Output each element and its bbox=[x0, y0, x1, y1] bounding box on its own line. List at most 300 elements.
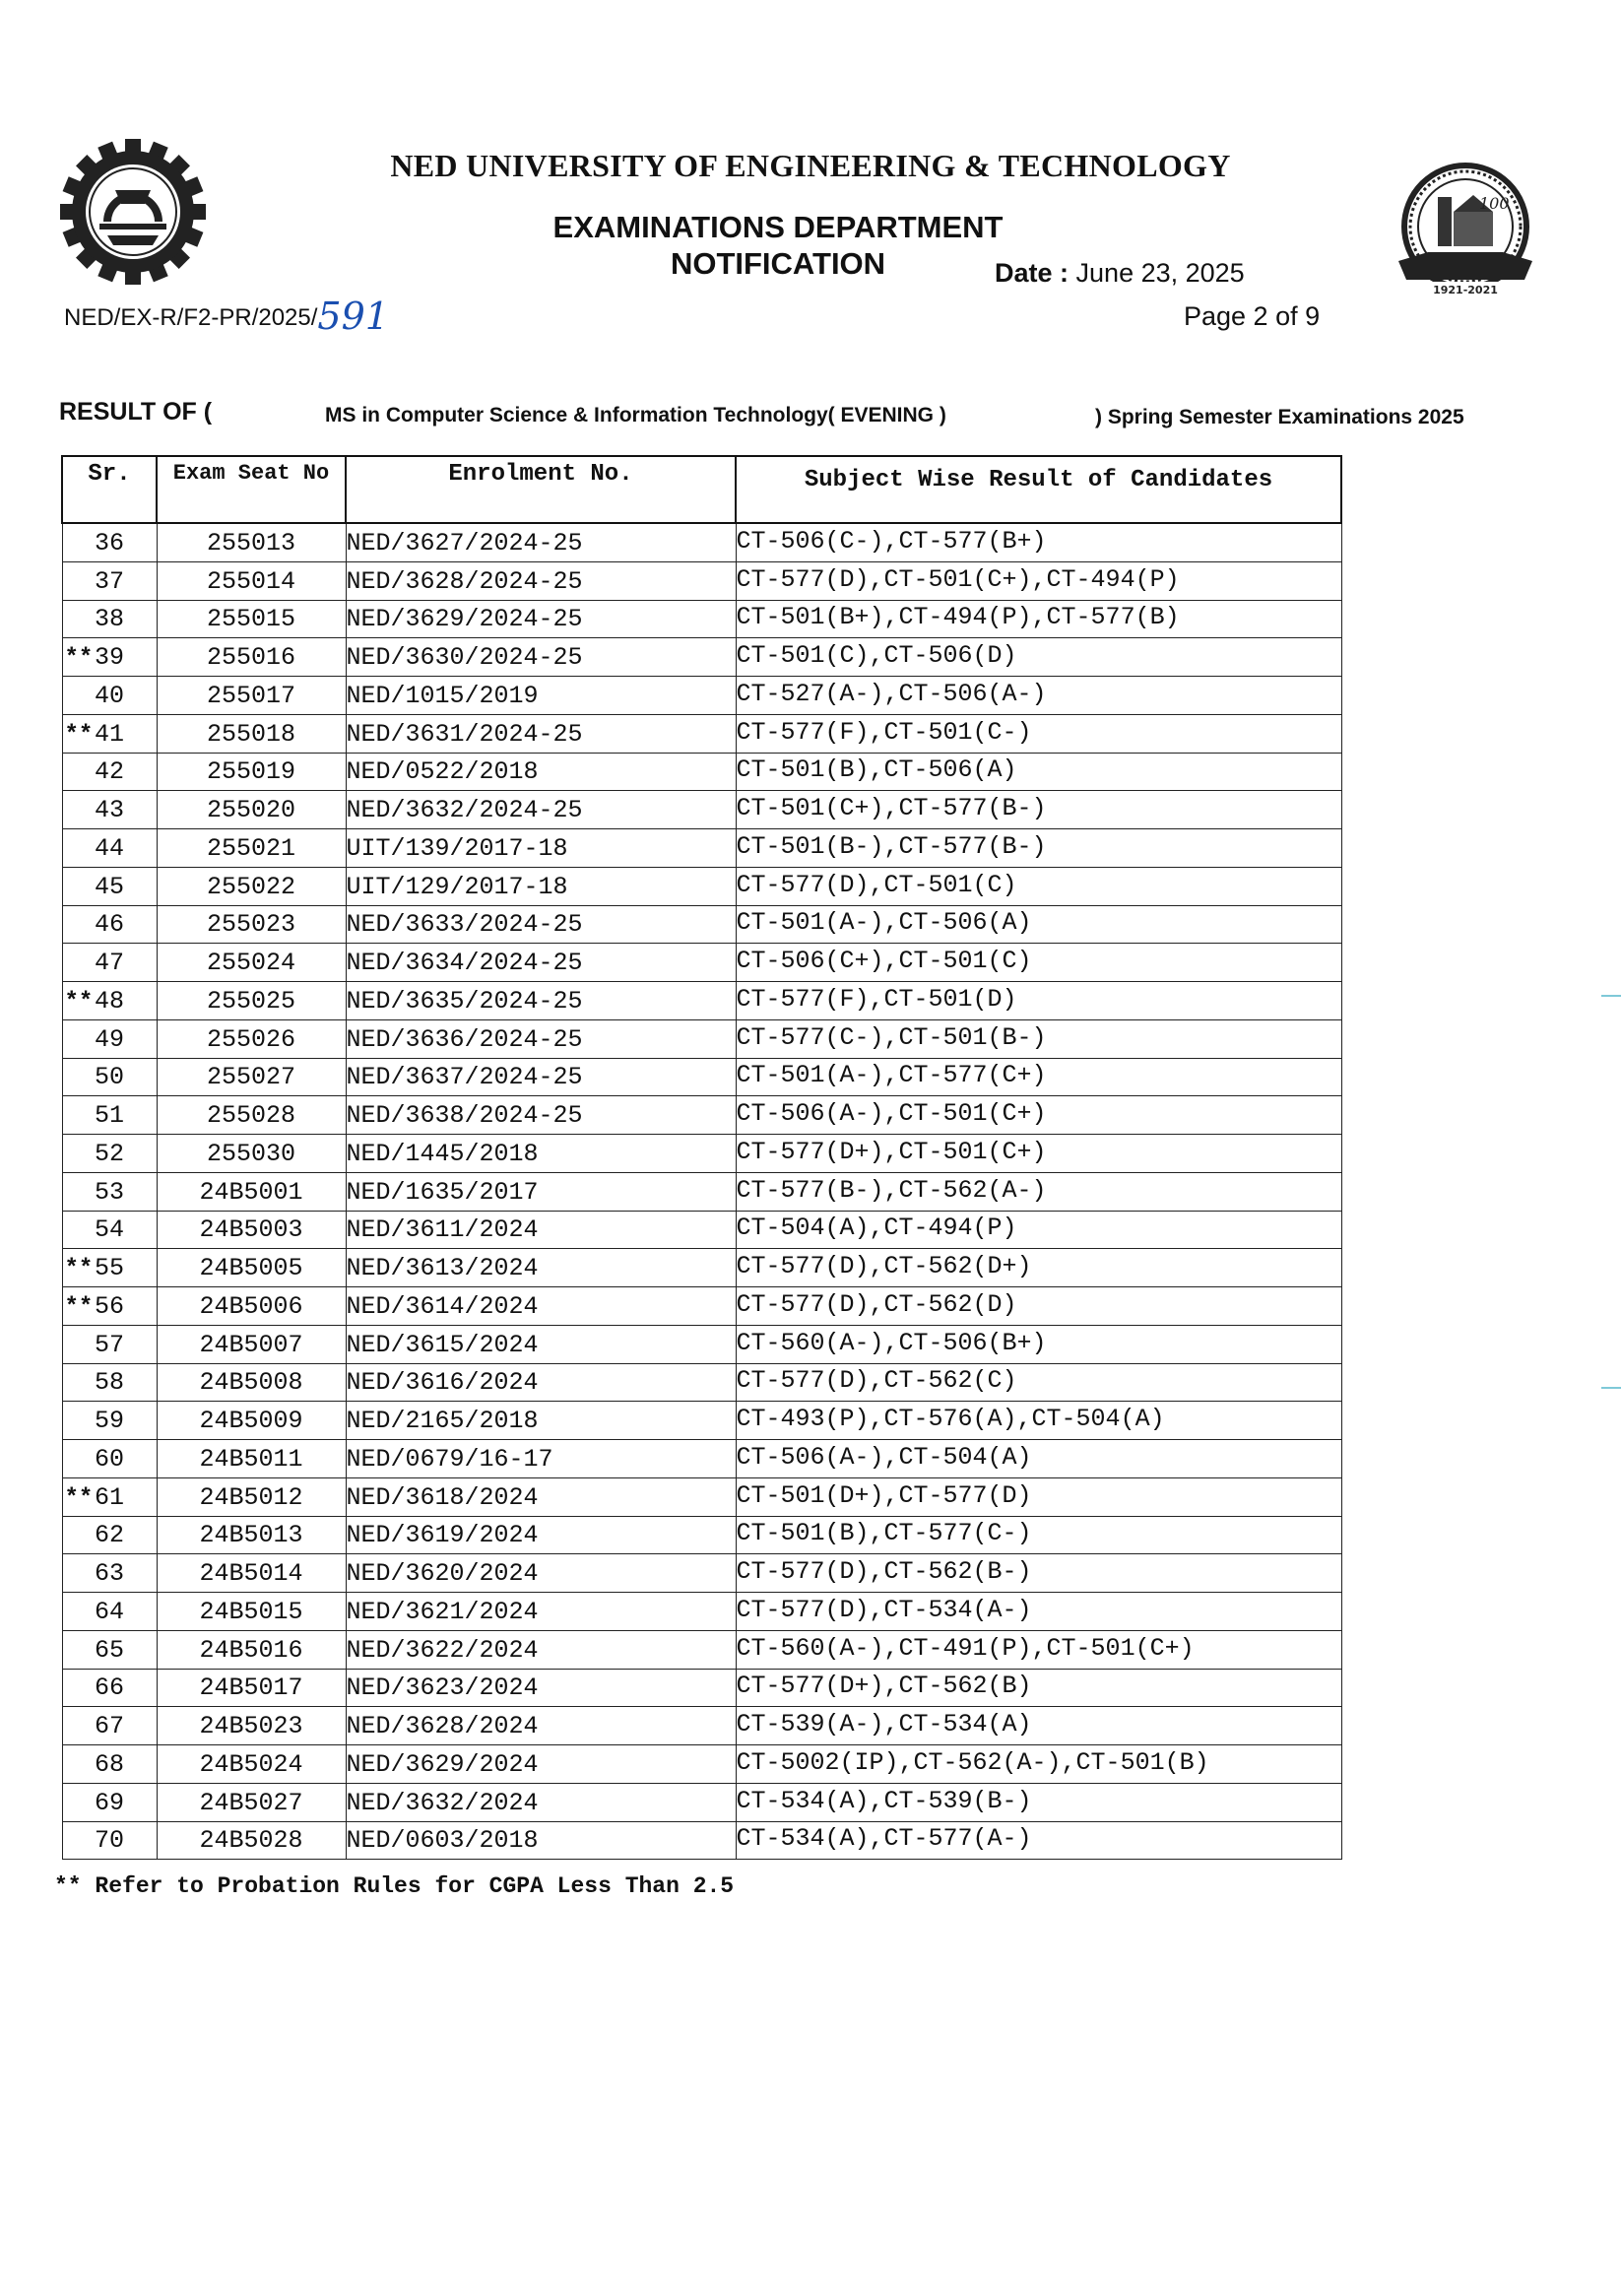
subject-result: CT-577(D),CT-562(C) bbox=[736, 1366, 1017, 1396]
cell-seat bbox=[157, 1630, 346, 1669]
cell-seat bbox=[157, 1707, 346, 1745]
cell-enrolment bbox=[346, 1211, 736, 1249]
reference-handwritten: 591 bbox=[317, 295, 389, 338]
table-row bbox=[62, 1325, 1341, 1363]
enrolment-number: NED/3632/2024 bbox=[346, 1788, 539, 1817]
cell-result bbox=[736, 600, 1341, 638]
subject-result: CT-577(D),CT-562(B-) bbox=[736, 1557, 1032, 1586]
sr-number: 70 bbox=[94, 1826, 124, 1856]
cell-enrolment bbox=[346, 1707, 736, 1745]
probation-footnote: ** Refer to Probation Rules for CGPA Less Than 2.5 bbox=[54, 1873, 735, 1899]
cell-result bbox=[736, 1363, 1341, 1402]
cell-enrolment bbox=[346, 1516, 736, 1554]
cell-result bbox=[736, 1440, 1341, 1478]
seat-number: 255030 bbox=[206, 1139, 295, 1168]
date-value: June 23, 2025 bbox=[1075, 258, 1245, 288]
header-sr: Sr. bbox=[62, 456, 157, 523]
cell-enrolment bbox=[346, 714, 736, 753]
sr-number: 60 bbox=[94, 1444, 124, 1474]
table-row bbox=[62, 1287, 1341, 1326]
subject-result: CT-506(C-),CT-577(B+) bbox=[736, 526, 1047, 556]
sr-number: 59 bbox=[94, 1407, 124, 1435]
cell-result bbox=[736, 1516, 1341, 1554]
cell-seat bbox=[157, 944, 346, 982]
table-row bbox=[62, 1019, 1341, 1058]
seat-number: 255017 bbox=[206, 681, 295, 710]
subject-result: CT-534(A),CT-577(A-) bbox=[736, 1824, 1032, 1854]
sr-number: 41 bbox=[94, 719, 124, 749]
sr-number: 38 bbox=[94, 605, 124, 634]
enrolment-number: NED/3614/2024 bbox=[346, 1291, 539, 1321]
cell-result bbox=[736, 1630, 1341, 1669]
cell-result bbox=[736, 1402, 1341, 1440]
seat-number: 255014 bbox=[206, 566, 295, 596]
cell-sr bbox=[62, 944, 157, 982]
table-row bbox=[62, 1135, 1341, 1173]
cell-result bbox=[736, 829, 1341, 868]
enrolment-number: NED/3630/2024-25 bbox=[346, 643, 583, 672]
cell-result bbox=[736, 1325, 1341, 1363]
table-row bbox=[62, 1058, 1341, 1096]
subject-result: CT-504(A),CT-494(P) bbox=[736, 1214, 1017, 1243]
cell-seat bbox=[157, 753, 346, 791]
cell-enrolment bbox=[346, 791, 736, 829]
seat-number: 24B5007 bbox=[199, 1330, 303, 1359]
cell-enrolment bbox=[346, 1249, 736, 1287]
cell-result bbox=[736, 791, 1341, 829]
subject-result: CT-560(A-),CT-491(P),CT-501(C+) bbox=[736, 1633, 1195, 1663]
date-label: Date : bbox=[995, 258, 1070, 288]
cell-enrolment bbox=[346, 753, 736, 791]
table-row bbox=[62, 561, 1341, 600]
enrolment-number: NED/3632/2024-25 bbox=[346, 796, 583, 824]
probation-flag: ** bbox=[64, 988, 94, 1016]
results-table bbox=[61, 455, 1342, 1860]
cell-enrolment bbox=[346, 1325, 736, 1363]
svg-text:1921-2021: 1921-2021 bbox=[1433, 284, 1498, 296]
date-line bbox=[995, 258, 1245, 289]
enrolment-number: NED/3611/2024 bbox=[346, 1215, 539, 1245]
cell-seat bbox=[157, 982, 346, 1020]
cell-sr bbox=[62, 561, 157, 600]
enrolment-number: UIT/139/2017-18 bbox=[346, 833, 568, 863]
enrolment-number: NED/3634/2024-25 bbox=[346, 949, 583, 977]
cell-result bbox=[736, 1669, 1341, 1707]
seat-number: 255022 bbox=[206, 872, 295, 901]
seat-number: 255025 bbox=[206, 986, 295, 1016]
subject-result: CT-577(D),CT-501(C) bbox=[736, 870, 1017, 899]
cell-seat bbox=[157, 1211, 346, 1249]
enrolment-number: NED/3636/2024-25 bbox=[346, 1024, 583, 1054]
seat-number: 24B5008 bbox=[199, 1368, 303, 1398]
cell-seat bbox=[157, 1477, 346, 1516]
cell-result bbox=[736, 1058, 1341, 1096]
enrolment-number: NED/3635/2024-25 bbox=[346, 986, 583, 1016]
cell-result bbox=[736, 982, 1341, 1020]
table-row bbox=[62, 1211, 1341, 1249]
cell-seat bbox=[157, 677, 346, 715]
page-number: Page 2 of 9 bbox=[1184, 301, 1321, 331]
table-row bbox=[62, 1821, 1341, 1860]
cell-seat bbox=[157, 1287, 346, 1326]
cell-sr bbox=[62, 1249, 157, 1287]
enrolment-number: NED/3629/2024-25 bbox=[346, 605, 583, 634]
cell-enrolment bbox=[346, 1402, 736, 1440]
seat-number: 24B5028 bbox=[199, 1826, 303, 1856]
sr-number: 53 bbox=[94, 1177, 124, 1207]
cell-sr bbox=[62, 714, 157, 753]
probation-flag: ** bbox=[64, 645, 94, 672]
margin-tick bbox=[1601, 995, 1621, 997]
cell-sr bbox=[62, 523, 157, 561]
cell-enrolment bbox=[346, 944, 736, 982]
enrolment-number: NED/1445/2018 bbox=[346, 1139, 539, 1168]
table-row bbox=[62, 677, 1341, 715]
cell-sr bbox=[62, 1440, 157, 1478]
seat-number: 24B5005 bbox=[199, 1254, 303, 1282]
subject-result: CT-539(A-),CT-534(A) bbox=[736, 1710, 1032, 1738]
cell-sr bbox=[62, 1135, 157, 1173]
seat-number: 24B5024 bbox=[199, 1749, 303, 1779]
cell-result bbox=[736, 1554, 1341, 1593]
sr-number: 64 bbox=[94, 1597, 124, 1626]
sr-number: 65 bbox=[94, 1635, 124, 1665]
subject-result: CT-506(C+),CT-501(C) bbox=[736, 947, 1032, 975]
cell-result bbox=[736, 1821, 1341, 1860]
table-row bbox=[62, 905, 1341, 944]
program-name: MS in Computer Science & Information Technology( EVENING ) bbox=[325, 404, 946, 426]
enrolment-number: NED/3631/2024-25 bbox=[346, 719, 583, 749]
subject-result: CT-501(A-),CT-577(C+) bbox=[736, 1061, 1047, 1090]
table-row bbox=[62, 1172, 1341, 1211]
cell-seat bbox=[157, 1019, 346, 1058]
cell-seat bbox=[157, 1363, 346, 1402]
cell-enrolment bbox=[346, 1287, 736, 1326]
sr-number: 36 bbox=[94, 528, 124, 558]
cell-seat bbox=[157, 791, 346, 829]
table-row bbox=[62, 791, 1341, 829]
cell-sr bbox=[62, 1783, 157, 1821]
seat-number: 255026 bbox=[206, 1024, 295, 1054]
enrolment-number: NED/3633/2024-25 bbox=[346, 910, 583, 940]
cell-sr bbox=[62, 1477, 157, 1516]
university-title: NED UNIVERSITY OF ENGINEERING & TECHNOLOGY bbox=[390, 148, 1231, 183]
cell-result bbox=[736, 677, 1341, 715]
table-row bbox=[62, 638, 1341, 677]
cell-sr bbox=[62, 1630, 157, 1669]
table-row bbox=[62, 1516, 1341, 1554]
department-title: EXAMINATIONS DEPARTMENT bbox=[552, 210, 1004, 244]
seat-number: 255018 bbox=[206, 719, 295, 749]
enrolment-number: NED/3637/2024-25 bbox=[346, 1063, 583, 1092]
cell-enrolment bbox=[346, 1630, 736, 1669]
cell-seat bbox=[157, 600, 346, 638]
cell-enrolment bbox=[346, 1363, 736, 1402]
seat-number: 24B5015 bbox=[199, 1597, 303, 1626]
seat-number: 24B5009 bbox=[199, 1407, 303, 1435]
cell-enrolment bbox=[346, 905, 736, 944]
notification-title: NOTIFICATION bbox=[670, 246, 886, 281]
enrolment-number: NED/1015/2019 bbox=[346, 681, 539, 710]
sr-number: 47 bbox=[94, 949, 124, 977]
sr-number: 52 bbox=[94, 1139, 124, 1168]
table-row bbox=[62, 753, 1341, 791]
subject-result: CT-577(F),CT-501(C-) bbox=[736, 717, 1032, 747]
subject-result: CT-501(A-),CT-506(A) bbox=[736, 908, 1032, 938]
sr-number: 56 bbox=[94, 1291, 124, 1321]
enrolment-number: NED/1635/2017 bbox=[346, 1177, 539, 1207]
cell-seat bbox=[157, 1440, 346, 1478]
cell-sr bbox=[62, 1669, 157, 1707]
cell-enrolment bbox=[346, 1440, 736, 1478]
cell-seat bbox=[157, 1554, 346, 1593]
cell-seat bbox=[157, 523, 346, 561]
sr-number: 66 bbox=[94, 1673, 124, 1703]
enrolment-number: NED/3629/2024 bbox=[346, 1749, 539, 1779]
seat-number: 24B5023 bbox=[199, 1712, 303, 1740]
subject-result: CT-501(B+),CT-494(P),CT-577(B) bbox=[736, 603, 1180, 632]
cell-result bbox=[736, 523, 1341, 561]
cell-result bbox=[736, 561, 1341, 600]
subject-result: CT-577(D),CT-501(C+),CT-494(P) bbox=[736, 564, 1180, 594]
cell-enrolment bbox=[346, 1669, 736, 1707]
cell-sr bbox=[62, 982, 157, 1020]
cell-enrolment bbox=[346, 1019, 736, 1058]
seat-number: 255027 bbox=[206, 1063, 295, 1092]
session-name: ) Spring Semester Examinations 2025 bbox=[1095, 406, 1464, 428]
sr-number: 55 bbox=[94, 1254, 124, 1282]
reference-number bbox=[64, 291, 389, 338]
subject-result: CT-577(D),CT-562(D) bbox=[736, 1289, 1017, 1319]
cell-result bbox=[736, 1135, 1341, 1173]
svg-text:100: 100 bbox=[1479, 194, 1510, 213]
header-result: Subject Wise Result of Candidates bbox=[736, 456, 1341, 523]
subject-result: CT-577(D+),CT-562(B) bbox=[736, 1672, 1032, 1701]
cell-seat bbox=[157, 1669, 346, 1707]
cell-result bbox=[736, 905, 1341, 944]
sr-number: 58 bbox=[94, 1368, 124, 1398]
header-seat: Exam Seat No bbox=[157, 456, 346, 523]
table-row bbox=[62, 829, 1341, 868]
sr-number: 51 bbox=[94, 1101, 124, 1130]
table-row bbox=[62, 1096, 1341, 1135]
table-row bbox=[62, 944, 1341, 982]
subject-result: CT-577(D+),CT-501(C+) bbox=[736, 1137, 1047, 1166]
cell-seat bbox=[157, 829, 346, 868]
table-row bbox=[62, 1440, 1341, 1478]
seat-number: 24B5017 bbox=[199, 1673, 303, 1703]
table-row bbox=[62, 1402, 1341, 1440]
cell-result bbox=[736, 1707, 1341, 1745]
sr-number: 61 bbox=[94, 1482, 124, 1512]
seat-number: 255019 bbox=[206, 757, 295, 787]
sr-number: 67 bbox=[94, 1712, 124, 1740]
cell-sr bbox=[62, 1516, 157, 1554]
seat-number: 24B5001 bbox=[199, 1177, 303, 1207]
cell-enrolment bbox=[346, 1745, 736, 1784]
sr-number: 62 bbox=[94, 1521, 124, 1550]
table-row bbox=[62, 523, 1341, 561]
cell-sr bbox=[62, 867, 157, 905]
table-row bbox=[62, 1249, 1341, 1287]
probation-flag: ** bbox=[64, 1484, 94, 1512]
enrolment-number: NED/0603/2018 bbox=[346, 1826, 539, 1856]
table-row bbox=[62, 982, 1341, 1020]
table-row bbox=[62, 1477, 1341, 1516]
cell-sr bbox=[62, 638, 157, 677]
subject-result: CT-5002(IP),CT-562(A-),CT-501(B) bbox=[736, 1747, 1209, 1777]
cell-enrolment bbox=[346, 1096, 736, 1135]
table-row bbox=[62, 1593, 1341, 1631]
cell-enrolment bbox=[346, 1593, 736, 1631]
table-row bbox=[62, 1363, 1341, 1402]
cell-seat bbox=[157, 1516, 346, 1554]
seat-number: 255023 bbox=[206, 910, 295, 940]
seat-number: 24B5012 bbox=[199, 1482, 303, 1512]
cell-sr bbox=[62, 1058, 157, 1096]
subject-result: CT-527(A-),CT-506(A-) bbox=[736, 679, 1047, 708]
cell-sr bbox=[62, 905, 157, 944]
cell-enrolment bbox=[346, 1172, 736, 1211]
seat-number: 24B5016 bbox=[199, 1635, 303, 1665]
cell-seat bbox=[157, 638, 346, 677]
cell-seat bbox=[157, 867, 346, 905]
sr-number: 68 bbox=[94, 1749, 124, 1779]
sr-number: 49 bbox=[94, 1024, 124, 1054]
sr-number: 37 bbox=[94, 566, 124, 596]
subject-result: CT-493(P),CT-576(A),CT-504(A) bbox=[736, 1405, 1165, 1433]
enrolment-number: NED/3613/2024 bbox=[346, 1254, 539, 1282]
probation-flag: ** bbox=[64, 1293, 94, 1321]
sr-number: 46 bbox=[94, 910, 124, 940]
table-row bbox=[62, 867, 1341, 905]
cell-seat bbox=[157, 905, 346, 944]
probation-flag: ** bbox=[64, 721, 94, 749]
enrolment-number: NED/3618/2024 bbox=[346, 1482, 539, 1512]
cell-sr bbox=[62, 1287, 157, 1326]
cell-enrolment bbox=[346, 1058, 736, 1096]
enrolment-number: NED/3616/2024 bbox=[346, 1368, 539, 1398]
cell-sr bbox=[62, 1019, 157, 1058]
seat-number: 255021 bbox=[206, 833, 295, 863]
seat-number: 24B5027 bbox=[199, 1788, 303, 1817]
sr-number: 48 bbox=[94, 986, 124, 1016]
seat-number: 255015 bbox=[206, 605, 295, 634]
cell-seat bbox=[157, 561, 346, 600]
cell-enrolment bbox=[346, 600, 736, 638]
enrolment-number: NED/0679/16-17 bbox=[346, 1444, 553, 1474]
subject-result: CT-577(D),CT-562(D+) bbox=[736, 1252, 1032, 1280]
cell-result bbox=[736, 1172, 1341, 1211]
subject-result: CT-560(A-),CT-506(B+) bbox=[736, 1328, 1047, 1357]
cell-enrolment bbox=[346, 1783, 736, 1821]
cell-enrolment bbox=[346, 523, 736, 561]
cell-seat bbox=[157, 1402, 346, 1440]
enrolment-number: UIT/129/2017-18 bbox=[346, 872, 568, 901]
cell-sr bbox=[62, 1211, 157, 1249]
seat-number: 255016 bbox=[206, 643, 295, 672]
table-header-row bbox=[62, 456, 1341, 523]
enrolment-number: NED/3619/2024 bbox=[346, 1521, 539, 1550]
margin-tick bbox=[1601, 1387, 1621, 1389]
sr-number: 42 bbox=[94, 757, 124, 787]
enrolment-number: NED/0522/2018 bbox=[346, 757, 539, 787]
subject-result: CT-501(D+),CT-577(D) bbox=[736, 1480, 1032, 1510]
enrolment-number: NED/2165/2018 bbox=[346, 1407, 539, 1435]
subject-result: CT-577(D),CT-534(A-) bbox=[736, 1595, 1032, 1624]
cell-sr bbox=[62, 829, 157, 868]
cell-result bbox=[736, 1019, 1341, 1058]
cell-result bbox=[736, 1287, 1341, 1326]
enrolment-number: NED/3621/2024 bbox=[346, 1597, 539, 1626]
cell-sr bbox=[62, 753, 157, 791]
cell-enrolment bbox=[346, 1477, 736, 1516]
enrolment-number: NED/3623/2024 bbox=[346, 1673, 539, 1703]
seat-number: 24B5011 bbox=[199, 1444, 303, 1474]
sr-number: 45 bbox=[94, 872, 124, 901]
seat-number: 255024 bbox=[206, 949, 295, 977]
subject-result: CT-501(B),CT-577(C-) bbox=[736, 1519, 1032, 1548]
cell-result bbox=[736, 1477, 1341, 1516]
enrolment-number: NED/3622/2024 bbox=[346, 1635, 539, 1665]
cell-seat bbox=[157, 1058, 346, 1096]
cell-result bbox=[736, 1745, 1341, 1784]
table-row bbox=[62, 1783, 1341, 1821]
cell-enrolment bbox=[346, 638, 736, 677]
subject-result: CT-506(A-),CT-504(A) bbox=[736, 1442, 1032, 1472]
seat-number: 24B5014 bbox=[199, 1559, 303, 1588]
cell-result bbox=[736, 1249, 1341, 1287]
cell-sr bbox=[62, 1363, 157, 1402]
cell-sr bbox=[62, 677, 157, 715]
subject-result: CT-501(B-),CT-577(B-) bbox=[736, 831, 1047, 861]
table-row bbox=[62, 1707, 1341, 1745]
cell-seat bbox=[157, 1821, 346, 1860]
enrolment-number: NED/3627/2024-25 bbox=[346, 528, 583, 558]
sr-number: 50 bbox=[94, 1063, 124, 1092]
cell-sr bbox=[62, 1745, 157, 1784]
enrolment-number: NED/3615/2024 bbox=[346, 1330, 539, 1359]
seat-number: 24B5003 bbox=[199, 1215, 303, 1245]
enrolment-number: NED/3628/2024-25 bbox=[346, 566, 583, 596]
cell-sr bbox=[62, 1554, 157, 1593]
sr-number: 39 bbox=[94, 643, 124, 672]
table-row bbox=[62, 1669, 1341, 1707]
cell-seat bbox=[157, 1745, 346, 1784]
cell-enrolment bbox=[346, 1821, 736, 1860]
table-row bbox=[62, 1630, 1341, 1669]
cell-result bbox=[736, 1211, 1341, 1249]
sr-number: 63 bbox=[94, 1559, 124, 1588]
cell-sr bbox=[62, 1172, 157, 1211]
subject-result: CT-501(B),CT-506(A) bbox=[736, 755, 1017, 785]
cell-enrolment bbox=[346, 561, 736, 600]
probation-flag: ** bbox=[64, 1256, 94, 1282]
cell-sr bbox=[62, 1593, 157, 1631]
cell-sr bbox=[62, 1402, 157, 1440]
subject-result: CT-506(A-),CT-501(C+) bbox=[736, 1099, 1047, 1128]
cell-enrolment bbox=[346, 982, 736, 1020]
table-row bbox=[62, 1745, 1341, 1784]
cell-result bbox=[736, 944, 1341, 982]
cell-result bbox=[736, 714, 1341, 753]
seat-number: 24B5013 bbox=[199, 1521, 303, 1550]
table-row bbox=[62, 600, 1341, 638]
subject-result: CT-577(B-),CT-562(A-) bbox=[736, 1175, 1047, 1205]
cell-result bbox=[736, 753, 1341, 791]
cell-enrolment bbox=[346, 1554, 736, 1593]
seat-number: 255028 bbox=[206, 1101, 295, 1130]
